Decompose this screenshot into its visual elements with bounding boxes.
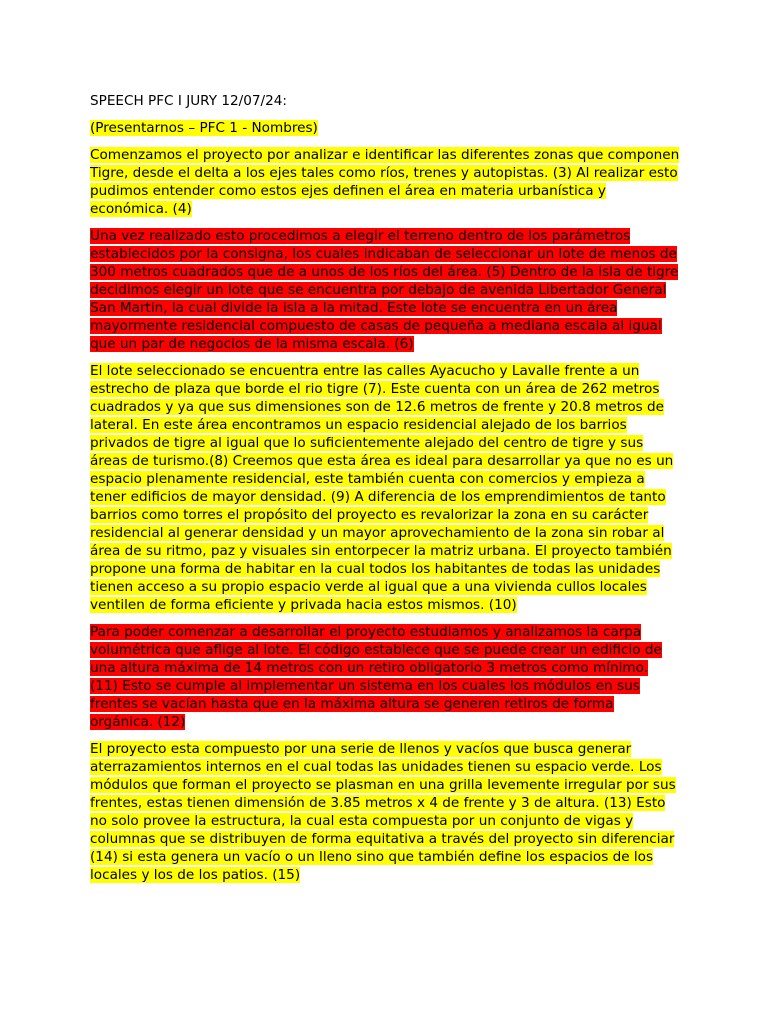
paragraph-analysis (90, 146, 680, 218)
highlighted-text-yellow: Comenzamos el proyecto por analizar e identificar las diferentes zonas que componen Tigre, desde el delta a los ejes tales como ríos, trenes y autopistas. (3) Al realizar esto pudimos entender como estos ejes definen el área en materia urbanística y económica. (4) (90, 147, 680, 217)
highlighted-text-red: Una vez realizado esto procedimos a elegir el terreno dentro de los parámetros establecidos por la consigna, los cuales indicaban de seleccionar un lote de menos de 300 metros cuadrados que de a unos de los ríos del área. (5) Dentro de la isla de tigre decidimos elegir un lote que se encuentra por debajo de avenida Libertador General San Martin, la cual divide la isla a la mitad. Este lote se encuentra en un área mayormente residencial compuesto de casas de pequeña a mediana escala al igual que un par de negocios de la misma escala. (6) (90, 228, 679, 352)
highlighted-text-yellow: El proyecto esta compuesto por una serie de llenos y vacíos que busca generar aterrazamientos internos en el cual todas las unidades tienen su espacio verde. Los módulos que forman el proyecto se plasman en una grilla levemente irregular por sus frentes, estas tienen dimensión de 3.85 metros x 4 de frente y 3 de altura. (13) Esto no solo provee la estructura, la cual esta compuesta por un conjunto de vigas y columnas que se distribuyen de forma equitativa a través del proyecto sin diferenciar (14) si esta genera un vacío o un lleno sino que también define los espacios de los locales y los de los patios. (15) (90, 741, 676, 883)
document-page (90, 92, 680, 893)
highlighted-text-red: Para poder comenzar a desarrollar el proyecto estudiamos y analizamos la carpa volumétrica que aflige al lote. El código establece que se puede crear un edificio de una altura máxima de 14 metros con un retiro obligatorio 3 metros como mínimo. (11) Esto se cumple al implementar un sistema en los cuales los módulos en sus frentes se vacían hasta que en la máxima altura se generen retiros de forma orgánica. (12) (90, 624, 662, 730)
document-title-text: SPEECH PFC I JURY 12/07/24: (90, 93, 287, 109)
highlighted-text-yellow: El lote seleccionado se encuentra entre las calles Ayacucho y Lavalle frente a un estrecho de plaza que borde el rio tigre (7). Este cuenta con un área de 262 metros cuadrados y ya que sus dimensiones son de 12.6 metros de frente y 20.8 metros de lateral. En este área encontramos un espacio residencial alejado de los barrios privados de tigre al igual que lo suficientemente alejado del centro de tigre y sus áreas de turismo.(8) Creemos que esta área es ideal para desarrollar ya que no es un espacio plenamente residencial, este también cuenta con comercios y empieza a tener edificios de mayor densidad. (9) A diferencia de los emprendimientos de tanto barrios como torres el propósito del proyecto es revalorizar la zona en su carácter residencial al generar densidad y un mayor aprovechamiento de la zona sin robar al área de su ritmo, paz y visuales sin entorpecer la matriz urbana. El proyecto también propone una forma de habitar en la cual todos los habitantes de todas las unidades tienen acceso a su propio espacio verde al igual que a una vivienda cullos locales ventilen de forma eficiente y privada hacia estos mismos. (10) (90, 363, 674, 613)
paragraph-site-selection (90, 227, 680, 353)
paragraph-lot-description (90, 362, 680, 614)
document-title (90, 92, 680, 110)
paragraph-presentation (90, 119, 680, 137)
paragraph-volumetric-code (90, 623, 680, 731)
highlighted-text-yellow: (Presentarnos – PFC 1 - Nombres) (90, 120, 318, 136)
paragraph-project-composition (90, 740, 680, 884)
